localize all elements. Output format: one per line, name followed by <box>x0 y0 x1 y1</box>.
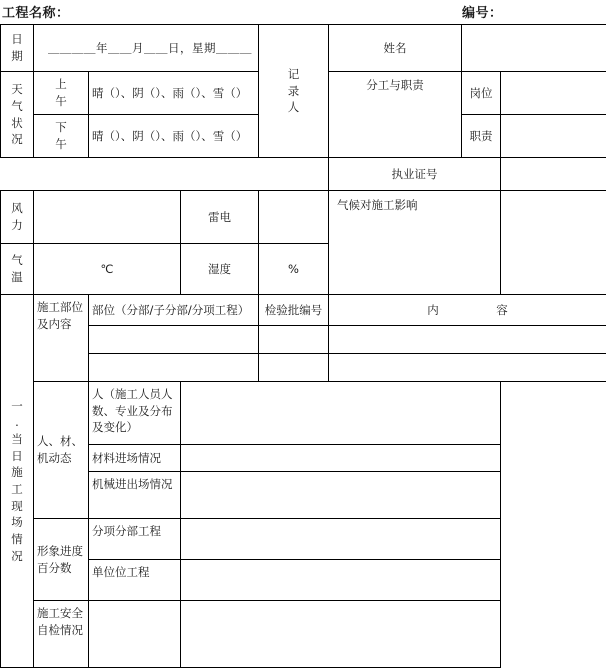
resource-people-label: 人（施工人员人数、专业及分布及变化） <box>92 387 173 434</box>
license-value-cell[interactable] <box>501 158 606 191</box>
afternoon-label-cell <box>34 115 89 158</box>
resource-machinery-label: 机械进出场情况 <box>92 477 173 491</box>
resource-label-people <box>89 382 181 445</box>
post-label: 岗位 <box>470 86 493 100</box>
table-row-site-2 <box>1 354 606 382</box>
progress-label-unit <box>89 560 181 601</box>
climate-effect-value-cell[interactable] <box>501 191 606 295</box>
date-label-cell <box>1 25 34 72</box>
part-group-label-cell <box>34 295 89 382</box>
project-name-label: 工程名称： <box>2 2 70 21</box>
content-column-label: 内 容 <box>427 303 508 317</box>
temp-label: 气 温 <box>4 252 30 285</box>
safety-label: 施工安全自检情况 <box>37 606 83 637</box>
section-label: 一 . 当 日 施 工 现 场 情 况 <box>4 398 30 565</box>
afternoon-weather-cell[interactable] <box>89 115 259 158</box>
climate-effect-label: 气候对施工影响 <box>337 198 418 212</box>
part-group-label: 施工部位及内容 <box>37 300 83 331</box>
batch-no-value-cell[interactable] <box>259 354 329 382</box>
post-label-cell <box>462 72 501 115</box>
responsibility-label: 职责 <box>470 129 493 143</box>
wind-value-cell[interactable] <box>34 191 181 244</box>
table-row-site-1 <box>1 326 606 354</box>
table-row-date <box>1 25 606 72</box>
safety-spacer-cell <box>89 601 181 668</box>
temp-label-cell <box>1 244 34 295</box>
table-row-safety <box>1 601 606 668</box>
table-row-resource-machinery <box>1 472 606 519</box>
name-label-cell <box>329 25 462 72</box>
morning-label: 上 午 <box>37 76 85 109</box>
morning-weather-cell[interactable] <box>89 72 259 115</box>
post-value-cell[interactable] <box>501 72 606 115</box>
table-row-resource-people <box>1 382 606 445</box>
date-line-text: ＿＿＿＿年＿＿月＿＿日，星期＿＿＿ <box>48 41 252 55</box>
section-label-cell <box>1 295 34 668</box>
progress-subitem-label: 分项分部工程 <box>92 524 161 538</box>
safety-label-cell <box>34 601 89 668</box>
table-row-license <box>1 158 606 191</box>
table-row-progress-subitem <box>1 519 606 560</box>
weather-label-cell <box>1 72 34 158</box>
resource-value-machinery[interactable] <box>181 472 501 519</box>
license-label: 执业证号 <box>392 167 438 181</box>
content-value-cell[interactable] <box>329 326 606 354</box>
resource-group-label-cell <box>34 382 89 519</box>
temp-unit: ℃ <box>101 262 114 276</box>
progress-label-subitem <box>89 519 181 560</box>
table-row-wind <box>1 191 606 244</box>
thunder-label-cell <box>181 191 259 244</box>
wind-label-cell <box>1 191 34 244</box>
license-spacer <box>1 158 329 191</box>
table-row-progress-unit <box>1 560 606 601</box>
wind-label: 风 力 <box>4 200 30 233</box>
recorder-label-cell <box>259 25 329 158</box>
progress-value-subitem[interactable] <box>181 519 501 560</box>
name-label: 姓名 <box>384 41 407 55</box>
batch-no-column-label: 检验批编号 <box>265 303 323 317</box>
resource-materials-label: 材料进场情况 <box>92 451 161 465</box>
duty-label: 分工与职责 <box>366 78 424 92</box>
progress-group-label-cell <box>34 519 89 601</box>
resource-label-materials <box>89 445 181 472</box>
thunder-label: 雷电 <box>208 210 231 224</box>
resource-value-people[interactable] <box>181 382 501 445</box>
resource-value-materials[interactable] <box>181 445 501 472</box>
column-header-content <box>329 295 606 326</box>
form-table <box>0 24 606 668</box>
thunder-value-cell[interactable] <box>259 191 329 244</box>
temp-value-cell[interactable] <box>34 244 181 295</box>
morning-weather-options: 晴（）、阴（）、雨（）、雪（） <box>92 86 247 100</box>
morning-label-cell <box>34 72 89 115</box>
date-input-cell[interactable] <box>34 25 259 72</box>
license-label-cell <box>329 158 501 191</box>
resource-label-machinery <box>89 472 181 519</box>
responsibility-value-cell[interactable] <box>501 115 606 158</box>
position-column-label: 部位（分部/子分部/分项工程） <box>92 303 249 317</box>
afternoon-weather-options: 晴（）、阴（）、雨（）、雪（） <box>92 129 247 143</box>
progress-unit-label: 单位位工程 <box>92 565 150 579</box>
humidity-value-cell[interactable] <box>259 244 329 295</box>
weather-label: 天 气 状 况 <box>4 81 30 148</box>
form-code-label: 编号： <box>462 2 503 21</box>
afternoon-label: 下 午 <box>37 119 85 152</box>
humidity-label-cell <box>181 244 259 295</box>
content-value-cell[interactable] <box>329 354 606 382</box>
table-row-resource-materials <box>1 445 606 472</box>
column-header-position <box>89 295 259 326</box>
position-value-cell[interactable] <box>89 326 259 354</box>
safety-value-cell[interactable] <box>181 601 501 668</box>
date-label: 日 期 <box>4 31 30 64</box>
progress-group-label: 形象进度百分数 <box>37 544 83 575</box>
humidity-unit: % <box>288 262 299 276</box>
table-row-section-header <box>1 295 606 326</box>
responsibility-label-cell <box>462 115 501 158</box>
form-header <box>0 0 606 24</box>
humidity-label: 湿度 <box>208 262 231 276</box>
duty-label-cell <box>329 72 462 158</box>
position-value-cell[interactable] <box>89 354 259 382</box>
column-header-batch-no <box>259 295 329 326</box>
batch-no-value-cell[interactable] <box>259 326 329 354</box>
resource-group-label: 人、材、机动态 <box>37 434 83 465</box>
climate-effect-label-cell <box>329 191 501 295</box>
progress-value-unit[interactable] <box>181 560 501 601</box>
recorder-label: 记 录 人 <box>262 66 325 116</box>
name-value-cell[interactable] <box>462 25 606 72</box>
